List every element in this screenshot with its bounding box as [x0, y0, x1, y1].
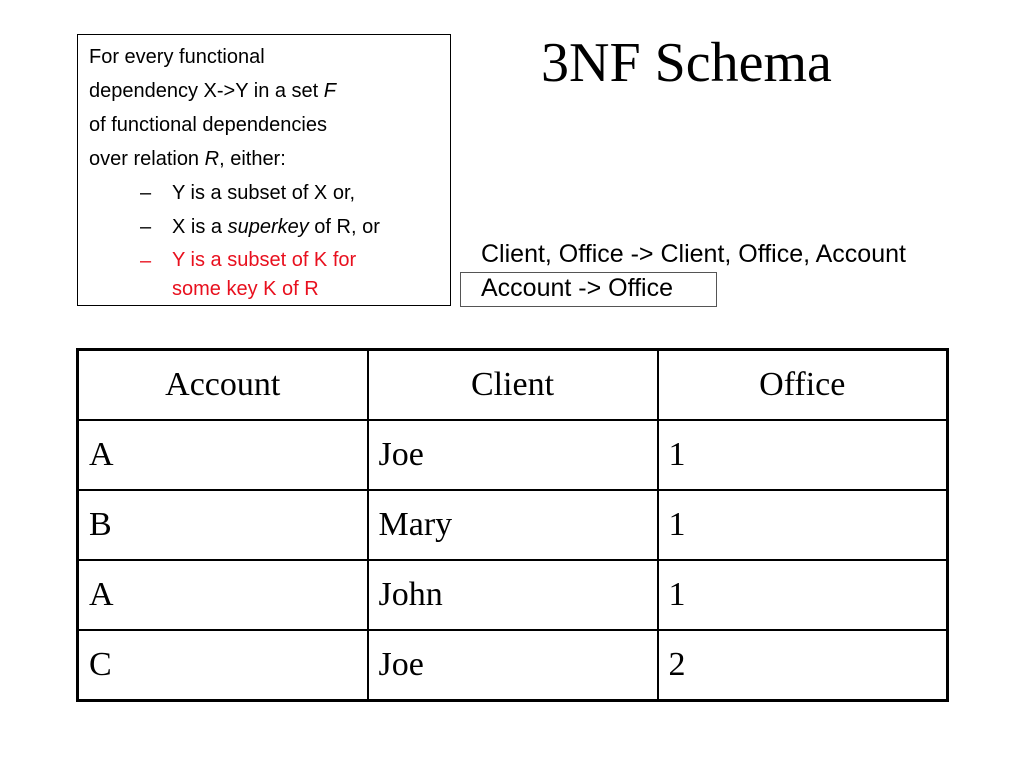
- table-cell: C: [78, 630, 368, 701]
- table-cell: John: [368, 560, 658, 630]
- table-cell: 1: [658, 560, 948, 630]
- condition-text: X is a: [172, 216, 228, 238]
- dash-bullet: –: [140, 250, 152, 272]
- definition-line-2: [89, 74, 450, 108]
- definition-text: For every functional: [89, 46, 265, 68]
- condition-list: [89, 176, 450, 306]
- table-cell: 2: [658, 630, 948, 701]
- page-title: 3NF Schema: [541, 32, 832, 94]
- table-cell: Joe: [368, 420, 658, 490]
- variable-f: F: [323, 80, 337, 102]
- definition-text: of functional dependencies: [89, 114, 327, 136]
- column-header-account: Account: [78, 350, 368, 421]
- table-cell: 1: [658, 490, 948, 560]
- table-cell: Mary: [368, 490, 658, 560]
- definition-box: [77, 34, 451, 306]
- table-cell: A: [78, 420, 368, 490]
- table-cell: 1: [658, 420, 948, 490]
- definition-text: over relation: [89, 148, 205, 170]
- table-row: [78, 420, 948, 490]
- dash-bullet: –: [140, 182, 152, 204]
- dash-bullet: –: [140, 216, 152, 238]
- definition-text: dependency X->Y in a set: [89, 80, 324, 102]
- condition-item-highlighted: [89, 244, 450, 306]
- condition-item: [89, 210, 450, 244]
- condition-text-line: Y is a subset of K for: [172, 249, 357, 271]
- functional-dependency-1: Client, Office -> Client, Office, Account: [481, 240, 906, 268]
- definition-line-4: [89, 142, 450, 176]
- condition-text: Y is a subset of X or,: [172, 182, 356, 204]
- condition-item: [89, 176, 450, 210]
- column-header-client: Client: [368, 350, 658, 421]
- definition-line-1: [89, 40, 450, 74]
- superkey-term: superkey: [227, 216, 309, 238]
- column-header-office: Office: [658, 350, 948, 421]
- condition-text: [172, 244, 356, 304]
- table-row: [78, 560, 948, 630]
- table-cell: A: [78, 560, 368, 630]
- table-header-row: [78, 350, 948, 421]
- relation-table: [76, 348, 949, 702]
- variable-r: R: [204, 148, 220, 170]
- condition-text: of R, or: [308, 216, 380, 238]
- definition-text: , either:: [219, 148, 286, 170]
- functional-dependency-2: Account -> Office: [481, 274, 673, 302]
- table-row: [78, 490, 948, 560]
- definition-line-3: [89, 108, 450, 142]
- table-row: [78, 630, 948, 701]
- table-cell: B: [78, 490, 368, 560]
- table-cell: Joe: [368, 630, 658, 701]
- condition-text-line: some key K of R: [172, 278, 319, 300]
